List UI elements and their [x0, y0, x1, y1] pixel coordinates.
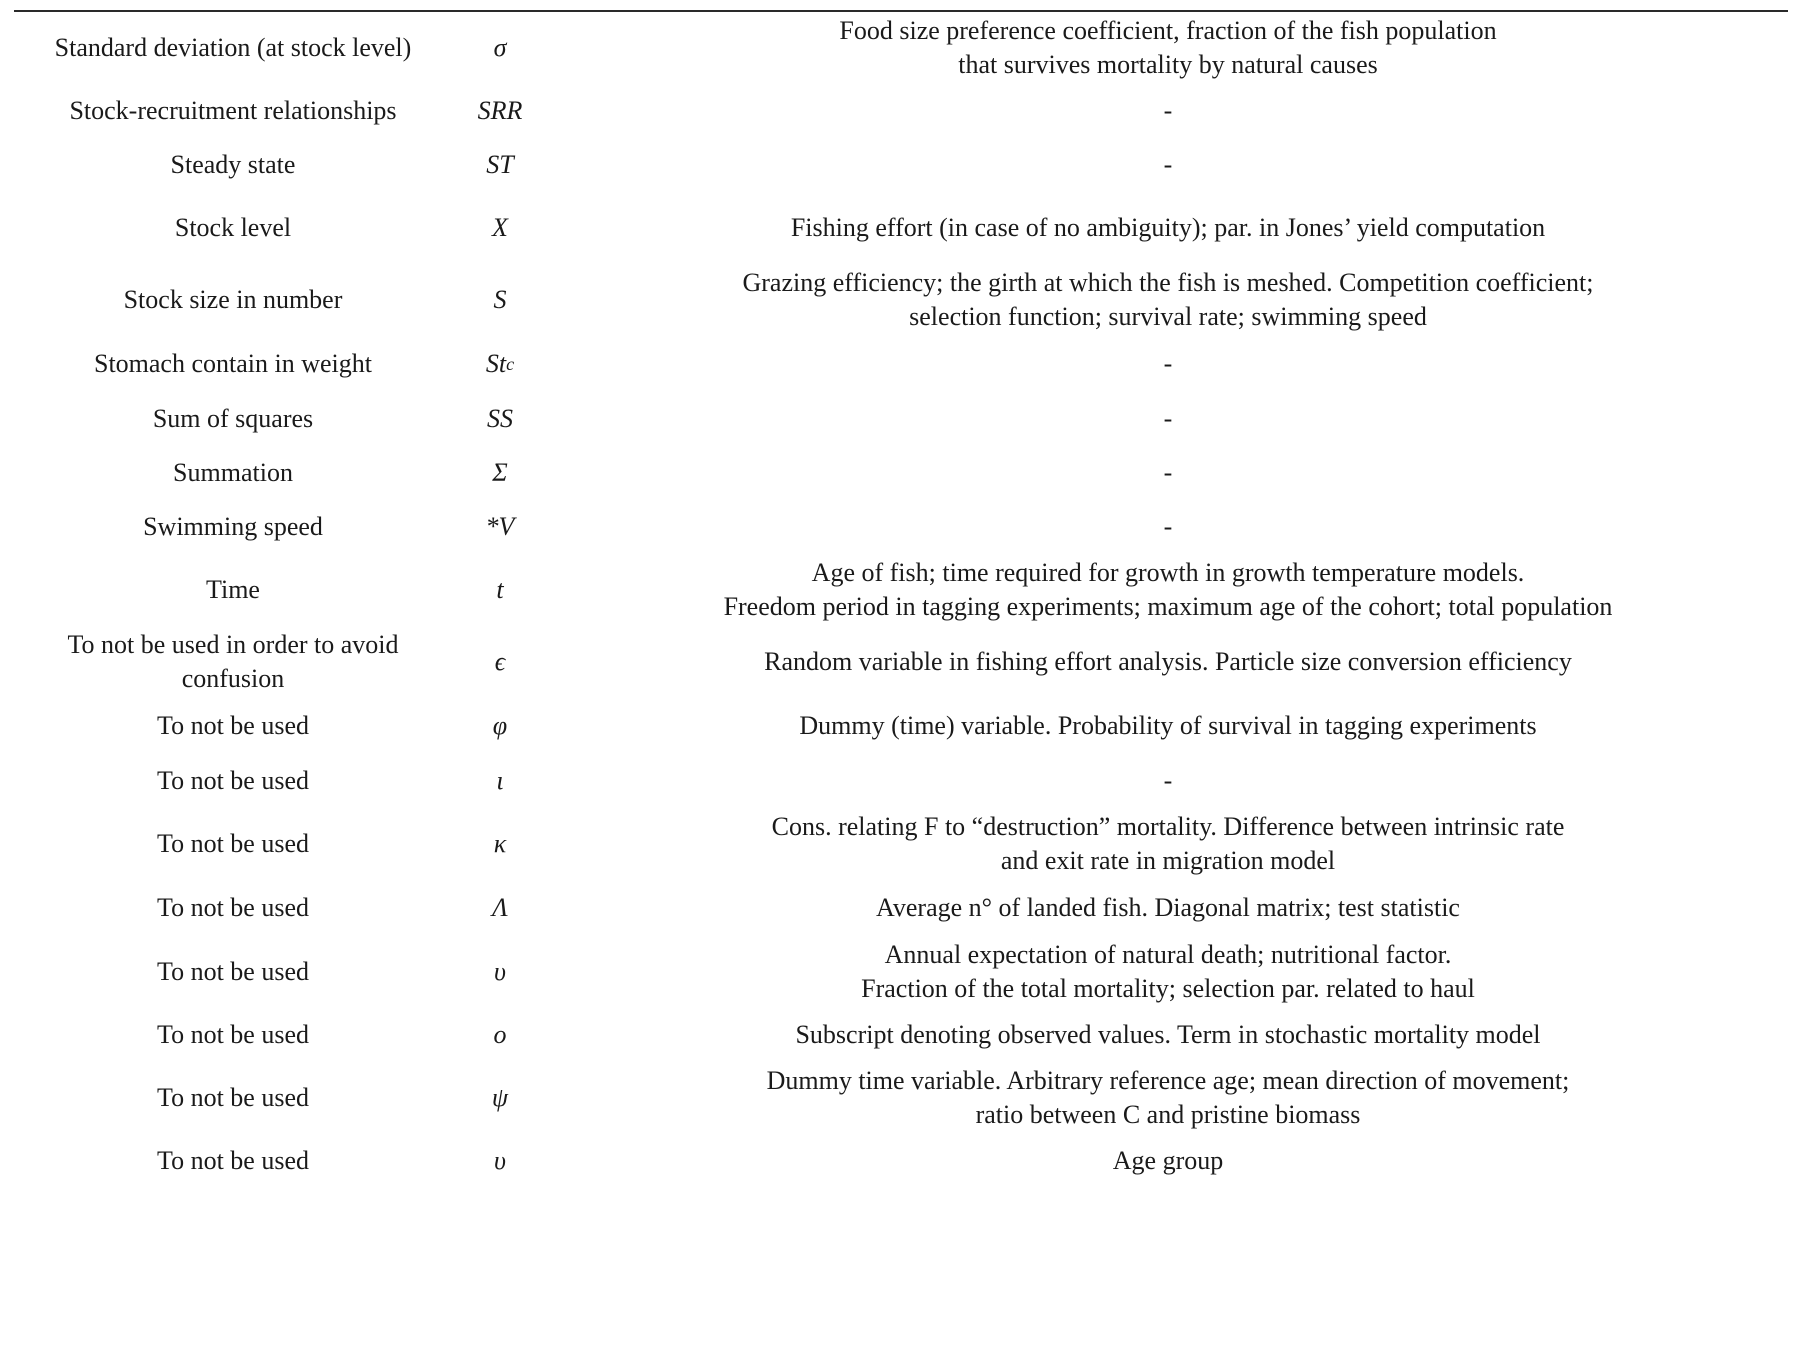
term-cell: [14, 456, 452, 490]
term-text: Swimming speed: [143, 512, 323, 541]
term-cell: [14, 955, 452, 989]
term-cell: [14, 573, 452, 607]
term-text: To not be used: [157, 893, 309, 922]
symbol-cell: [452, 1081, 548, 1115]
table-row: [14, 336, 1788, 392]
term-text: Summation: [173, 458, 293, 487]
term-cell: [14, 31, 452, 65]
other-uses-cell: [548, 709, 1788, 743]
symbol-text: ST: [486, 150, 514, 179]
other-uses-cell: [548, 211, 1788, 245]
symbol-cell: [452, 764, 548, 798]
symbol-text: o: [493, 1020, 507, 1049]
term-cell: [14, 148, 452, 182]
symbol-text: σ: [493, 33, 507, 62]
symbol-cell: [452, 955, 548, 989]
term-cell: [14, 764, 452, 798]
symbol-cell: [452, 283, 548, 317]
term-cell: [14, 402, 452, 436]
term-text: To not be used in order to avoid confusion: [67, 630, 399, 693]
other-uses-cell: [548, 94, 1788, 128]
other-uses-text: Annual expectation of natural death; nutritional factor. Fraction of the total mortality; selection par. related to haul: [861, 940, 1475, 1003]
table-row: [14, 1008, 1788, 1062]
other-uses-text: Grazing efficiency; the girth at which the fish is meshed. Competition coefficient; selection function; survival rate; swimming speed: [742, 268, 1594, 331]
symbol-text: t: [496, 575, 504, 604]
other-uses-cell: [548, 764, 1788, 798]
other-uses-text: Dummy (time) variable. Probability of survival in tagging experiments: [799, 711, 1537, 740]
other-uses-text: -: [1163, 404, 1173, 433]
other-uses-cell: [548, 266, 1788, 334]
other-uses-cell: [548, 1018, 1788, 1052]
other-uses-text: Fishing effort (in case of no ambiguity); par. in Jones’ yield computation: [790, 213, 1546, 242]
other-uses-cell: [548, 645, 1788, 679]
term-text: Steady state: [170, 150, 296, 179]
symbol-cell: St c: [452, 347, 548, 381]
symbol-cell: [452, 1144, 548, 1178]
term-text: Stock size in number: [123, 285, 343, 314]
other-uses-text: Age group: [1112, 1146, 1224, 1175]
term-text: Time: [206, 575, 260, 604]
symbol-cell: [452, 456, 548, 490]
other-uses-cell: [548, 402, 1788, 436]
table-row: [14, 84, 1788, 138]
symbol-cell: [452, 645, 548, 679]
term-text: Standard deviation (at stock level): [54, 33, 412, 62]
symbol-text: St: [485, 349, 507, 378]
table-row: [14, 446, 1788, 500]
other-uses-text: -: [1163, 150, 1173, 179]
term-cell: [14, 347, 452, 381]
symbol-text: ψ: [491, 1083, 509, 1112]
symbol-text: SS: [487, 404, 513, 433]
table-row: [14, 626, 1788, 698]
symbol-cell: [452, 510, 548, 544]
term-text: To not be used: [157, 711, 309, 740]
symbol-cell: [452, 709, 548, 743]
term-text: Stock-recruitment relationships: [69, 96, 397, 125]
other-uses-cell: [548, 148, 1788, 182]
table-row: [14, 138, 1788, 192]
table-row: [14, 1134, 1788, 1188]
other-uses-cell: [548, 456, 1788, 490]
other-uses-text: -: [1163, 349, 1173, 378]
symbols-table: [14, 12, 1788, 1188]
term-cell: [14, 510, 452, 544]
term-text: Stock level: [174, 213, 292, 242]
table-row: [14, 12, 1788, 84]
symbol-text: X: [492, 213, 508, 242]
symbol-cell: [452, 891, 548, 925]
other-uses-text: Food size preference coefficient, fraction of the fish population that survives mortality by natural causes: [839, 16, 1497, 79]
other-uses-cell: [548, 1064, 1788, 1132]
term-cell: [14, 891, 452, 925]
table-row: [14, 754, 1788, 808]
other-uses-cell: [548, 1144, 1788, 1178]
term-cell: [14, 628, 452, 696]
term-text: To not be used: [157, 1083, 309, 1112]
table-row: [14, 808, 1788, 880]
other-uses-cell: [548, 938, 1788, 1006]
term-cell: [14, 709, 452, 743]
symbol-text: φ: [492, 711, 508, 740]
table-row: [14, 936, 1788, 1008]
table-row: [14, 1062, 1788, 1134]
other-uses-text: Subscript denoting observed values. Term in stochastic mortality model: [795, 1020, 1541, 1049]
term-cell: [14, 94, 452, 128]
symbol-text: υ: [494, 1146, 506, 1175]
other-uses-text: Dummy time variable. Arbitrary reference age; mean direction of movement; ratio between C and pristine biomass: [766, 1066, 1570, 1129]
other-uses-text: -: [1163, 458, 1173, 487]
symbol-cell: [452, 31, 548, 65]
other-uses-cell: [548, 14, 1788, 82]
other-uses-text: Age of fish; time required for growth in growth temperature models. Freedom period in tagging experiments; maximum age of the cohort; total population: [723, 558, 1613, 621]
symbol-text: υ: [494, 957, 506, 986]
table-row: [14, 500, 1788, 554]
symbol-text: Λ: [492, 893, 508, 922]
symbol-cell: [452, 94, 548, 128]
term-text: To not be used: [157, 766, 309, 795]
symbol-text: ι: [496, 766, 504, 795]
symbol-text: S: [493, 285, 507, 314]
term-text: Sum of squares: [152, 404, 314, 433]
table-row: [14, 880, 1788, 936]
symbol-cell: [452, 211, 548, 245]
other-uses-text: Cons. relating F to “destruction” mortality. Difference between intrinsic rate and exit rate in migration model: [771, 812, 1565, 875]
symbol-text: ϵ: [494, 647, 506, 676]
term-cell: [14, 827, 452, 861]
symbol-cell: [452, 148, 548, 182]
term-text: To not be used: [157, 1020, 309, 1049]
table-row: [14, 392, 1788, 446]
other-uses-cell: [548, 347, 1788, 381]
table-row: [14, 698, 1788, 754]
other-uses-cell: [548, 810, 1788, 878]
symbol-text: *V: [485, 512, 515, 541]
symbol-text: κ: [493, 829, 507, 858]
table-row: [14, 192, 1788, 264]
other-uses-text: -: [1163, 96, 1173, 125]
term-cell: [14, 1144, 452, 1178]
other-uses-cell: [548, 510, 1788, 544]
symbol-cell: [452, 1018, 548, 1052]
term-cell: [14, 211, 452, 245]
table-row: [14, 554, 1788, 626]
other-uses-text: -: [1163, 766, 1173, 795]
term-cell: [14, 283, 452, 317]
term-text: Stomach contain in weight: [93, 349, 372, 378]
term-cell: [14, 1018, 452, 1052]
other-uses-cell: [548, 891, 1788, 925]
term-cell: [14, 1081, 452, 1115]
other-uses-text: Average n° of landed fish. Diagonal matrix; test statistic: [876, 893, 1460, 922]
symbol-cell: [452, 573, 548, 607]
other-uses-text: -: [1163, 512, 1173, 541]
other-uses-text: Random variable in fishing effort analysis. Particle size conversion efficiency: [764, 647, 1572, 676]
term-text: To not be used: [157, 1146, 309, 1175]
table-row: [14, 264, 1788, 336]
symbol-text: Σ: [492, 458, 508, 487]
other-uses-cell: [548, 556, 1788, 624]
symbol-text: SRR: [477, 96, 523, 125]
term-text: To not be used: [157, 957, 309, 986]
symbol-cell: [452, 827, 548, 861]
term-text: To not be used: [157, 829, 309, 858]
symbol-cell: [452, 402, 548, 436]
